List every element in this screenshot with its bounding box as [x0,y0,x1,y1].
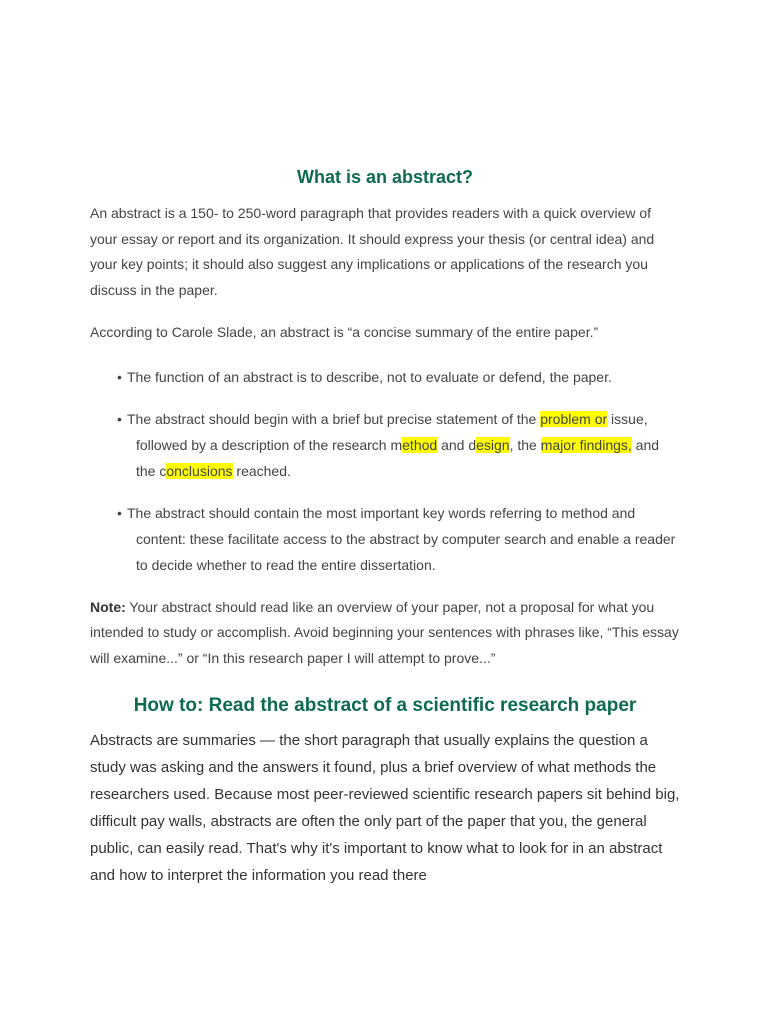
note-text: Your abstract should read like an overview of your paper, not a proposal for what you intended to study or accomplish. Avoid beginning your sentences with phrases like, “This essay will examine...” or “In this research paper I will attempt to prove...” [90,598,679,666]
body-paragraph: Abstracts are summaries — the short paragraph that usually explains the question a study was asking and the answers it found, plus a brief overview of what methods the researchers used. Because most peer-reviewed scientific research papers sit behind big, difficult pay walls, abstracts are often the only part of the paper that you, the general public, can easily read. That's why it's important to know what to look for in an abstract and how to interpret the information you read there [90,731,680,884]
bullet-text: and d [437,436,477,453]
bullet-list [90,364,680,578]
bullet-text: The function of an abstract is to describe, not to evaluate or defend, the paper. [127,368,612,385]
bullet-text: The abstract should begin with a brief but precise statement of the [127,410,541,427]
highlighted-text: major findings, [540,436,632,453]
section-title-what-is-abstract: What is an abstract? [296,167,474,187]
bullet-text: reached. [232,462,291,479]
highlighted-text: esign [476,436,510,453]
bullet-text: issue, followed by a description of the research m [136,410,648,453]
document-page [90,165,680,889]
highlighted-text: onclusions [166,462,233,479]
bullet-icon: • [117,504,122,521]
bullet-text: and the c [136,436,660,479]
highlighted-text: problem or [540,410,608,427]
note-label: Note: [90,598,126,615]
intro-paragraph: An abstract is a 150- to 250-word paragraph that provides readers with a quick overview of your essay or report and its organization. It should express your thesis (or central idea) and your key points; it should also suggest any implications or applications of the research you discuss in the paper. [90,205,655,299]
quote-paragraph: According to Carole Slade, an abstract is “a concise summary of the entire paper.” [90,323,599,340]
bullet-icon: • [117,410,122,427]
list-item [90,406,680,484]
list-item [90,500,680,578]
bullet-icon: • [117,368,122,385]
bullet-text: The abstract should contain the most important key words referring to method and content: these facilitate access to the abstract by computer search and enable a reader to decide whether to read the entire dissertation. [127,504,676,573]
section-title-how-to-read: How to: Read the abstract of a scientific research paper [133,694,637,716]
list-item [90,364,680,390]
highlighted-text: ethod [402,436,438,453]
bullet-text: , the [509,436,541,453]
note-paragraph [90,595,680,672]
